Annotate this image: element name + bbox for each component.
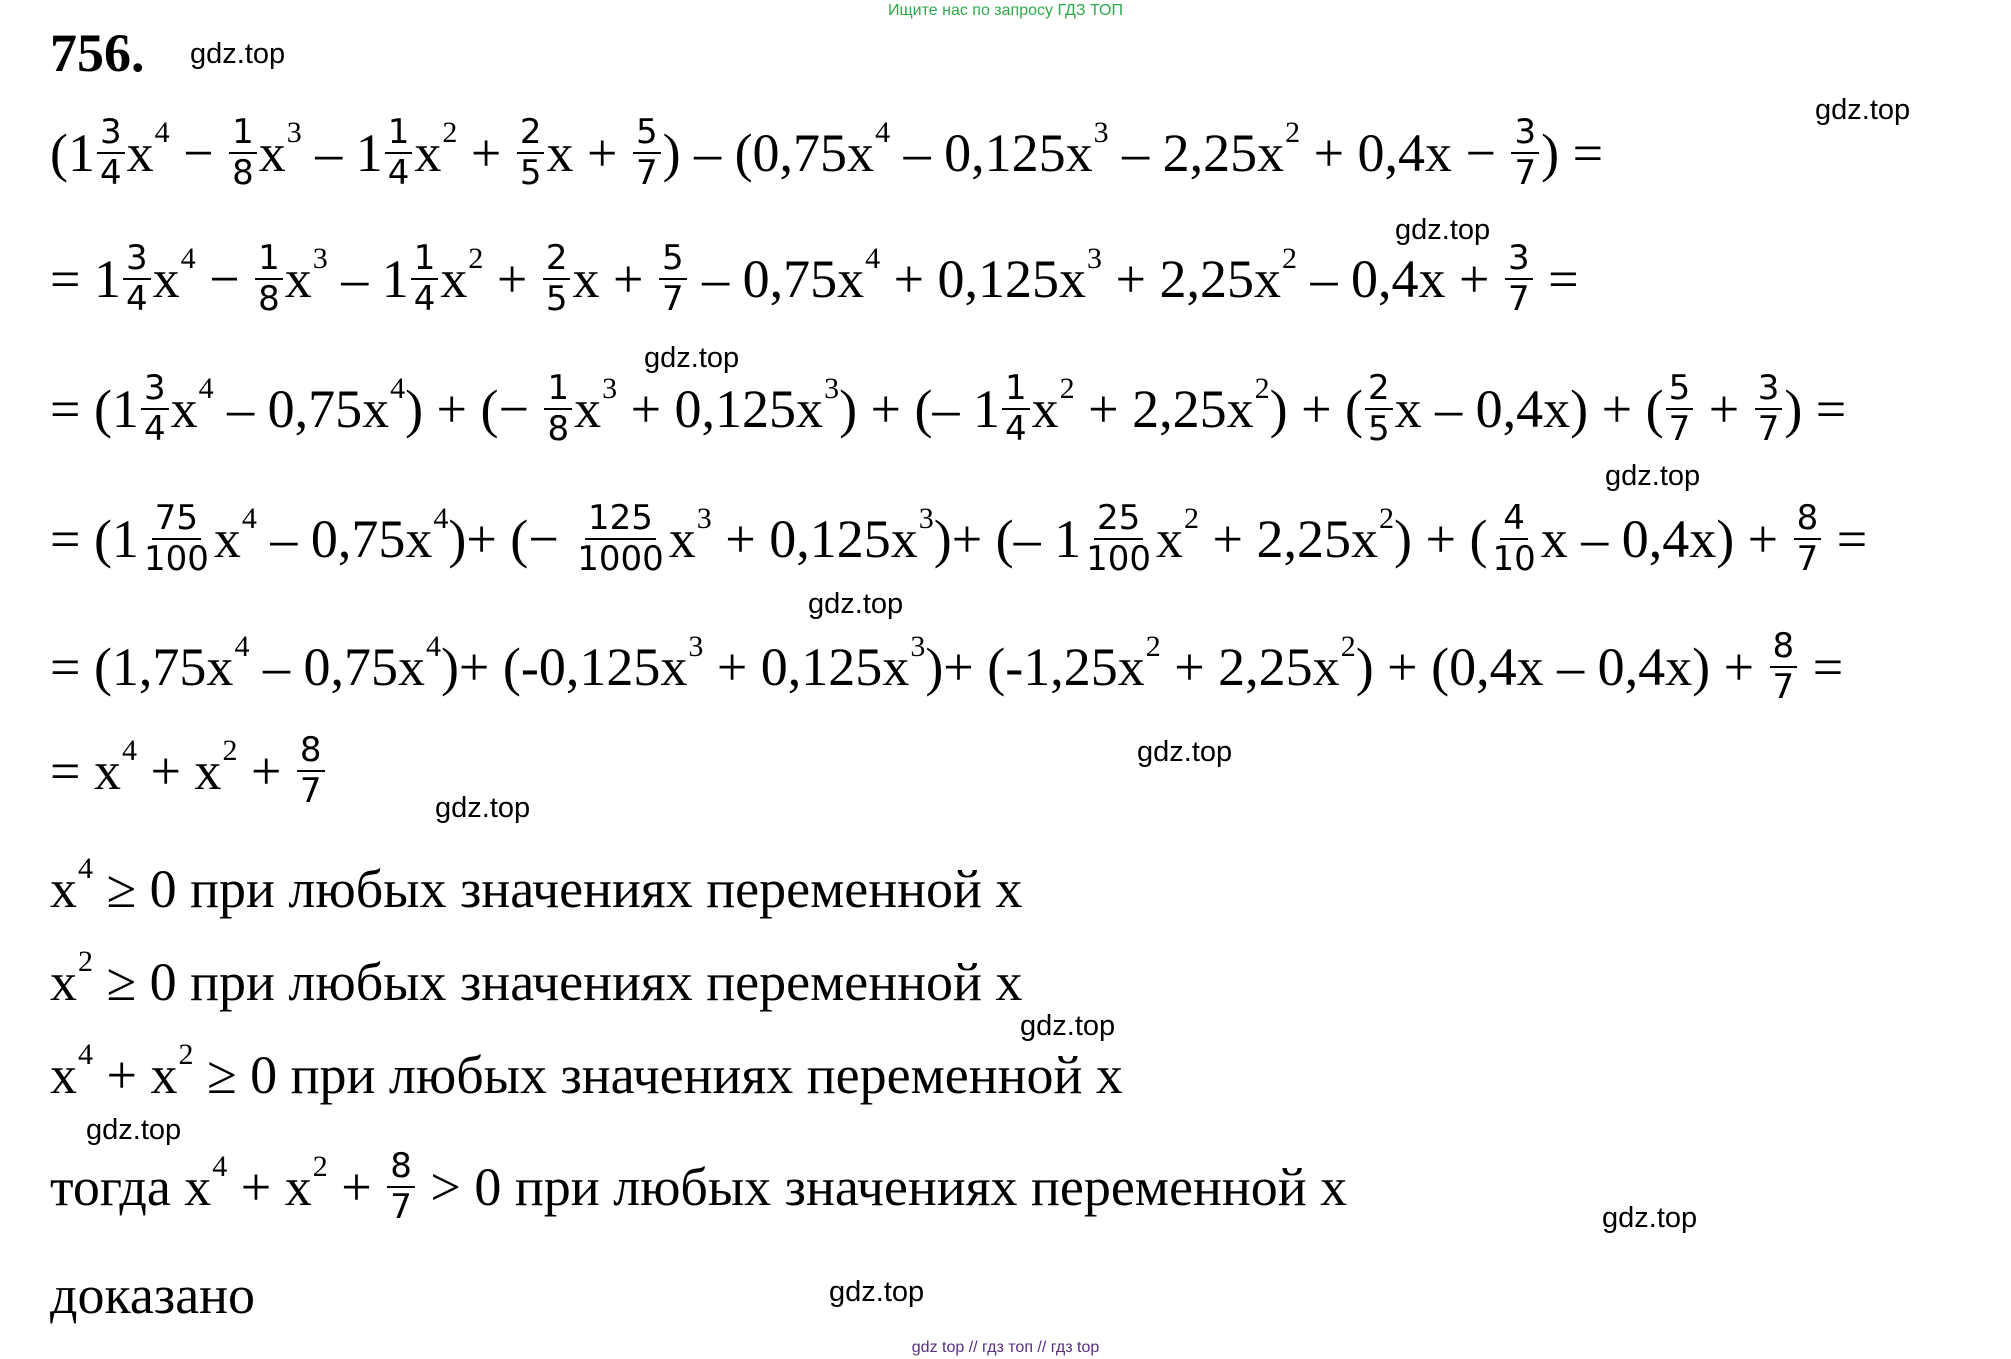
exponent: 3 — [602, 371, 618, 405]
watermark: gdz.top — [86, 1114, 182, 1146]
fraction — [1511, 114, 1539, 191]
exponent: 4 — [234, 629, 250, 663]
math-text: + 0,125x — [703, 636, 910, 697]
fraction — [1365, 370, 1393, 447]
math-text: = — [1799, 636, 1844, 697]
fraction-numerator: 8 — [1770, 628, 1798, 668]
fraction-denominator: 4 — [99, 152, 122, 193]
exponent: 4 — [154, 115, 170, 149]
math-text: x — [152, 248, 180, 309]
watermark: gdz.top — [808, 588, 904, 620]
math-text: x — [1156, 508, 1184, 569]
fraction-denominator: 7 — [1668, 408, 1691, 449]
math-text: x — [258, 122, 286, 183]
watermark: gdz.top — [1815, 94, 1911, 126]
math-text: – 0,125x — [890, 122, 1093, 183]
math-text: ) + (0,4x – 0,4x) + — [1355, 636, 1768, 697]
math-text: − — [195, 248, 254, 309]
exponent: 2 — [222, 733, 238, 767]
fraction — [659, 240, 687, 317]
math-text: x — [284, 248, 312, 309]
math-text: )+ (-0,125x — [440, 636, 688, 697]
math-text: ) – (0,75x — [662, 122, 875, 183]
exponent: 2 — [1282, 241, 1298, 275]
math-text: ) + ( — [1269, 378, 1364, 439]
watermark: gdz.top — [1137, 736, 1233, 768]
exponent: 4 — [865, 241, 881, 275]
fraction-numerator: 1 — [544, 370, 572, 410]
math-text: – 0,75x — [213, 378, 390, 439]
fraction — [543, 240, 571, 317]
fraction-denominator: 7 — [390, 1186, 412, 1227]
math-text: x — [126, 122, 154, 183]
fraction-denominator: 7 — [1772, 666, 1795, 707]
fraction-numerator: 1 — [229, 114, 257, 154]
fraction — [1002, 370, 1030, 447]
exponent: 4 — [78, 852, 93, 885]
watermark: gdz.top — [644, 342, 740, 374]
exponent: 3 — [688, 629, 704, 663]
fraction-numerator: 125 — [585, 500, 656, 540]
exponent: 3 — [824, 371, 840, 405]
fraction-denominator: 8 — [547, 408, 570, 449]
exponent: 2 — [78, 945, 93, 978]
fraction-numerator: 2 — [517, 114, 545, 154]
exponent: 2 — [1184, 501, 1200, 535]
math-text: ) = — [1784, 378, 1847, 439]
math-text: x — [50, 1045, 77, 1105]
watermark: gdz.top — [1395, 214, 1491, 246]
math-text: = (1,75x — [50, 636, 234, 697]
fraction-numerator: 8 — [387, 1148, 415, 1188]
math-text: + 0,125x — [880, 248, 1087, 309]
exponent: 4 — [198, 371, 214, 405]
math-text: ≥ 0 при любых значениях переменной x — [193, 1045, 1123, 1105]
statement-line-3 — [50, 1038, 1123, 1105]
fraction-denominator: 4 — [413, 278, 436, 319]
math-text: = 1 — [50, 248, 121, 309]
fraction-denominator: 5 — [545, 278, 568, 319]
math-text: x + — [572, 248, 657, 309]
math-text: – 2,25x — [1108, 122, 1285, 183]
task-number: 756. — [50, 23, 145, 83]
math-text: – 1 — [301, 122, 383, 183]
fraction-denominator: 7 — [635, 152, 658, 193]
fraction-denominator: 10 — [1492, 538, 1536, 579]
fraction-denominator: 7 — [1757, 408, 1780, 449]
exponent: 4 — [390, 371, 406, 405]
statement-line-2 — [50, 945, 1023, 1012]
fraction — [97, 114, 125, 191]
math-text: + 2,25x — [1074, 378, 1254, 439]
exponent: 2 — [1379, 501, 1395, 535]
fraction-denominator: 4 — [387, 152, 410, 193]
fraction-numerator: 8 — [1794, 500, 1822, 540]
math-text: ) + (− — [405, 378, 543, 439]
math-text: + x — [136, 740, 222, 801]
equation-line-4 — [50, 500, 1867, 577]
fraction-numerator: 2 — [1365, 370, 1393, 410]
math-text: + 0,125x — [711, 508, 918, 569]
conclusion-text: доказано — [50, 1265, 256, 1325]
fraction-denominator: 4 — [1004, 408, 1027, 449]
math-text: x — [574, 378, 602, 439]
math-text: – 1 — [327, 248, 409, 309]
math-text: + x — [93, 1045, 178, 1105]
math-text: + 2,25x — [1199, 508, 1379, 569]
exponent: 4 — [875, 115, 891, 149]
fraction-denominator: 7 — [661, 278, 684, 319]
math-text: + 2,25x — [1102, 248, 1282, 309]
watermark: gdz.top — [1020, 1010, 1116, 1042]
fraction-denominator: 7 — [1796, 538, 1819, 579]
exponent: 3 — [286, 115, 302, 149]
math-text: = (1 — [50, 378, 139, 439]
fraction — [229, 114, 257, 191]
math-text: x — [414, 122, 442, 183]
math-text: + — [457, 122, 515, 183]
fraction-denominator: 7 — [1514, 152, 1537, 193]
exponent: 4 — [425, 629, 441, 663]
fraction-denominator: 7 — [1507, 278, 1530, 319]
fraction — [574, 500, 667, 577]
math-text: )+ (− — [448, 508, 573, 569]
fraction — [517, 114, 545, 191]
fraction — [1770, 628, 1798, 705]
math-text: + — [483, 248, 541, 309]
exponent: 4 — [212, 1149, 228, 1183]
fraction-numerator: 5 — [633, 114, 661, 154]
exponent: 2 — [1340, 629, 1356, 663]
exponent: 2 — [1285, 115, 1301, 149]
math-text: − — [169, 122, 228, 183]
math-text: x — [50, 952, 77, 1012]
fraction — [141, 370, 169, 447]
math-text: ) = — [1541, 122, 1604, 183]
math-text: (1 — [50, 122, 95, 183]
fraction-numerator: 3 — [123, 240, 151, 280]
math-text: – 0,4x + — [1297, 248, 1503, 309]
watermark: gdz.top — [435, 792, 531, 824]
fraction-numerator: 3 — [141, 370, 169, 410]
statement-line-4 — [50, 1148, 1347, 1225]
math-text: ) + (– 1 — [839, 378, 1000, 439]
math-text: x — [440, 248, 468, 309]
math-text: + — [327, 1156, 386, 1217]
exponent: 2 — [1059, 371, 1075, 405]
fraction — [1666, 370, 1694, 447]
fraction-denominator: 100 — [1086, 538, 1152, 579]
equation-line-2 — [50, 240, 1579, 317]
math-text: + x — [227, 1156, 312, 1217]
footer-links[interactable]: gdz top // гдз топ // гдз top — [911, 1339, 1100, 1356]
fraction-denominator: 5 — [519, 152, 542, 193]
fraction-numerator: 3 — [1505, 240, 1533, 280]
fraction — [1755, 370, 1783, 447]
math-text: = x — [50, 740, 121, 801]
equation-line-5 — [50, 628, 1843, 705]
exponent: 4 — [78, 1038, 93, 1071]
math-text: – 0,75x — [256, 508, 433, 569]
fraction-numerator: 3 — [1511, 114, 1539, 154]
exponent: 3 — [1087, 241, 1103, 275]
math-text: x + — [546, 122, 631, 183]
fraction-numerator: 8 — [297, 732, 325, 772]
exponent: 2 — [1254, 371, 1270, 405]
fraction — [123, 240, 151, 317]
fraction — [255, 240, 283, 317]
exponent: 4 — [121, 733, 137, 767]
fraction-denominator: 1000 — [577, 538, 664, 579]
exponent: 3 — [1093, 115, 1109, 149]
math-text: ) + ( — [1394, 508, 1488, 569]
fraction — [141, 500, 212, 577]
exponent: 3 — [918, 501, 934, 535]
math-text: ≥ 0 при любых значениях переменной x — [93, 952, 1023, 1012]
fraction-numerator: 3 — [1755, 370, 1783, 410]
equation-line-3 — [50, 370, 1846, 447]
exponent: 2 — [178, 1038, 194, 1071]
equation-line-1 — [50, 114, 1603, 191]
fraction-denominator: 8 — [258, 278, 280, 319]
exponent: 2 — [468, 241, 484, 275]
math-text: = — [1534, 248, 1579, 309]
fraction-denominator: 5 — [1368, 408, 1390, 449]
statement-line-1 — [50, 852, 1023, 919]
exponent: 3 — [312, 241, 328, 275]
fraction — [544, 370, 572, 447]
math-text: = (1 — [50, 508, 139, 569]
watermark: gdz.top — [1605, 460, 1701, 492]
fraction-numerator: 1 — [1002, 370, 1030, 410]
fraction — [411, 240, 439, 317]
fraction-numerator: 1 — [385, 114, 413, 154]
math-text: + 0,4x − — [1300, 122, 1510, 183]
fraction — [385, 114, 413, 191]
watermark: gdz.top — [1602, 1202, 1698, 1234]
watermark: gdz.top — [829, 1276, 925, 1308]
fraction — [1489, 500, 1538, 577]
math-text: x — [668, 508, 696, 569]
math-text: > 0 при любых значениях переменной x — [416, 1156, 1348, 1217]
exponent: 2 — [312, 1149, 328, 1183]
math-text: x — [170, 378, 198, 439]
math-text: x — [50, 859, 77, 919]
math-text: – 0,75x — [688, 248, 865, 309]
exponent: 4 — [180, 241, 196, 275]
fraction-denominator: 8 — [232, 152, 254, 193]
fraction — [1794, 500, 1822, 577]
fraction-numerator: 1 — [255, 240, 283, 280]
exponent: 3 — [696, 501, 712, 535]
fraction-numerator: 5 — [659, 240, 687, 280]
fraction — [1505, 240, 1533, 317]
math-text: x — [1031, 378, 1059, 439]
fraction — [1083, 500, 1154, 577]
math-text: + 0,125x — [617, 378, 824, 439]
watermark: gdz.top — [190, 38, 286, 70]
math-text: + — [237, 740, 295, 801]
math-text: x – 0,4x) + ( — [1394, 378, 1664, 439]
math-text: + — [1695, 378, 1753, 439]
fraction-numerator: 1 — [411, 240, 439, 280]
math-text: – 0,75x — [249, 636, 425, 697]
math-text: = — [1823, 508, 1868, 569]
fraction-denominator: 4 — [143, 408, 166, 449]
equation-line-6 — [50, 732, 327, 809]
fraction — [387, 1148, 415, 1225]
fraction-denominator: 7 — [299, 770, 322, 811]
fraction-numerator: 3 — [97, 114, 125, 154]
fraction-denominator: 4 — [125, 278, 148, 319]
exponent: 3 — [910, 629, 926, 663]
math-text: )+ (-1,25x — [925, 636, 1145, 697]
promo-banner[interactable]: Ищите нас по запросу ГДЗ ТОП — [888, 2, 1123, 19]
math-text: x – 0,4x) + — [1540, 508, 1792, 569]
exponent: 2 — [442, 115, 458, 149]
fraction-numerator: 2 — [543, 240, 571, 280]
math-text: )+ (– 1 — [933, 508, 1082, 569]
fraction — [633, 114, 661, 191]
fraction-numerator: 75 — [152, 500, 201, 540]
exponent: 2 — [1145, 629, 1161, 663]
fraction-denominator: 100 — [143, 538, 209, 579]
math-text: + 2,25x — [1160, 636, 1340, 697]
fraction-numerator: 4 — [1500, 500, 1528, 540]
fraction — [297, 732, 325, 809]
fraction-numerator: 5 — [1666, 370, 1694, 410]
math-text: тогда x — [50, 1156, 212, 1217]
math-text: ≥ 0 при любых значениях переменной x — [93, 859, 1023, 919]
exponent: 4 — [433, 501, 449, 535]
math-text: x — [213, 508, 241, 569]
fraction-numerator: 25 — [1094, 500, 1143, 540]
exponent: 4 — [241, 501, 257, 535]
